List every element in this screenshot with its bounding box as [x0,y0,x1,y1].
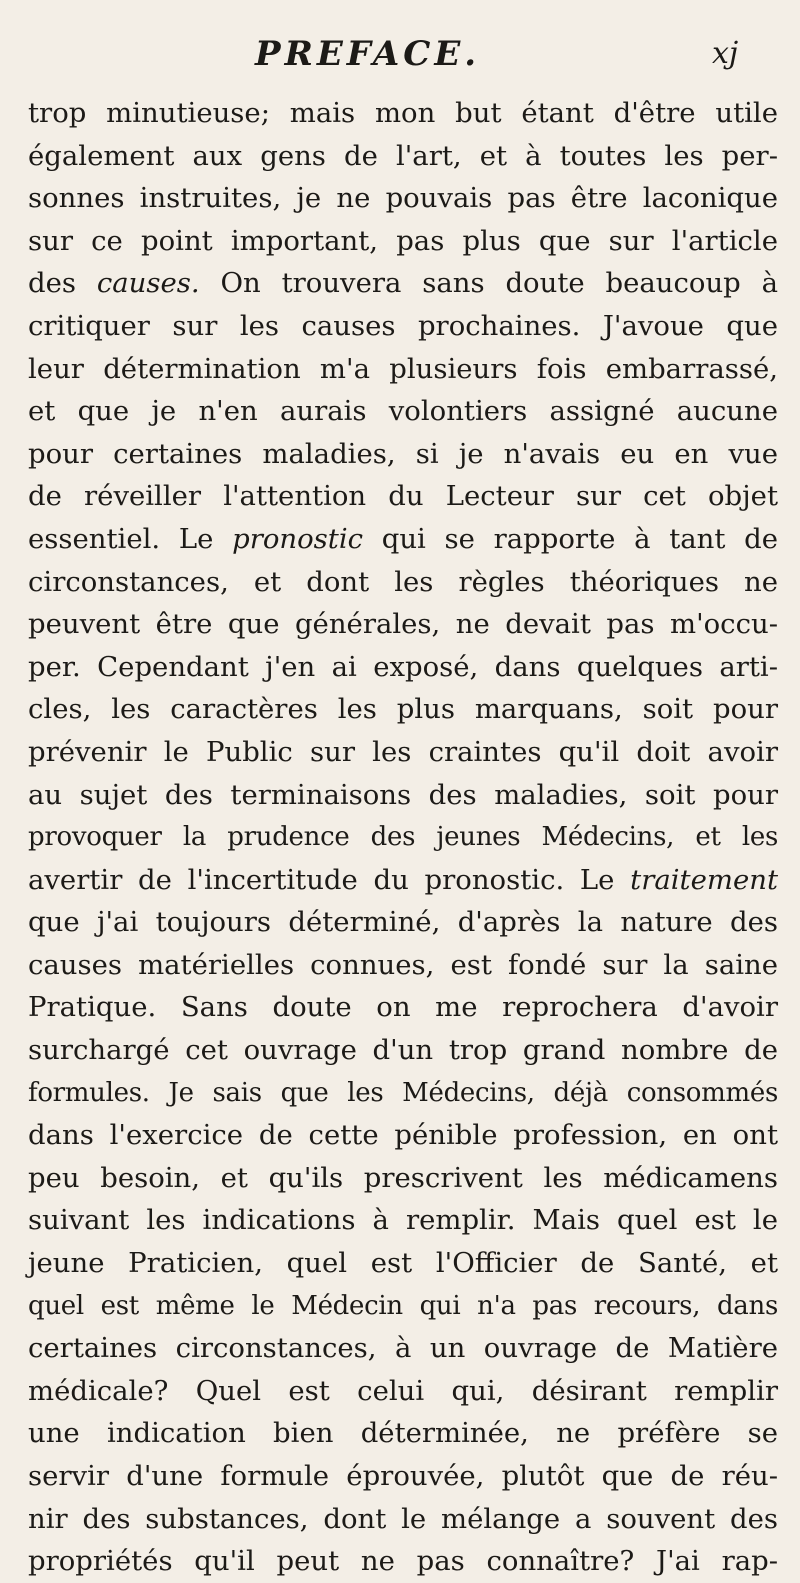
text-line: jeune Praticien, quel est l'Officier de Santé, et [28,1247,778,1280]
text-line: sur ce point important, pas plus que sur l'article [28,224,778,257]
text-line: essentiel. Le pronostic qui se rapporte à tant de [28,522,778,555]
text-line: médicale? Quel est celui qui, désirant remplir [28,1374,778,1407]
text-line: servir d'une formule éprouvée, plutôt que de réu- [28,1460,778,1492]
text-line: peu besoin, et qu'ils prescrivent les médicamens [28,1161,778,1194]
text-line: que j'ai toujours déterminé, d'après la nature des [28,906,778,939]
running-title: PREFACE. [255,34,481,74]
text-line: certaines circonstances, à un ouvrage de Matière [28,1332,778,1365]
text-line: avertir de l'incertitude du pronostic. Le traitement [28,863,778,896]
text-line: une indication bien déterminée, ne préfère se [28,1417,778,1450]
text-line: propriétés qu'il peut ne pas connaître? J'ai rap- [28,1545,778,1578]
text-line: sonnes instruites, je ne pouvais pas être laconique [28,182,778,215]
text-line: au sujet des terminaisons des maladies, soit pour [28,778,778,811]
text-line: nir des substances, dont le mélange a souvent des [28,1502,778,1535]
text-line: des causes. On trouvera sans doute beaucoup à [28,267,779,300]
running-header [0,34,800,84]
text-line: per. Cependant j'en ai exposé, dans quelques arti- [28,650,778,683]
text-line: leur détermination m'a plusieurs fois embarrassé, [28,352,778,385]
text-line: et que je n'en aurais volontiers assigné aucune [28,395,778,428]
text-line: critiquer sur les causes prochaines. J'avoue que [28,309,778,342]
text-line: formules. Je sais que les Médecins, déjà consommés [28,1077,778,1108]
body-text [28,92,778,1583]
text-line: peuvent être que générales, ne devait pas m'occu- [28,608,778,641]
text-line: quel est même le Médecin qui n'a pas recours, dans [28,1290,778,1321]
text-line: prévenir le Public sur les craintes qu'il doit avoir [28,735,778,768]
text-line: Pratique. Sans doute on me reprochera d'avoir [28,991,778,1024]
text-line: trop minutieuse; mais mon but étant d'être utile [28,97,778,129]
text-line: de réveiller l'attention du Lecteur sur cet objet [28,480,778,513]
text-line: suivant les indications à remplir. Mais quel est le [28,1204,778,1237]
text-line: provoquer la prudence des jeunes Médecins, et les [28,822,778,853]
text-line: surchargé cet ouvrage d'un trop grand nombre de [28,1034,778,1067]
page-number: xj [712,36,739,71]
text-line: également aux gens de l'art, et à toutes les per- [28,139,778,172]
text-line: causes matérielles connues, est fondé sur la saine [28,948,778,981]
text-line: circonstances, et dont les règles théoriques ne [28,565,778,598]
text-line: dans l'exercice de cette pénible profession, en ont [28,1119,778,1152]
text-line: cles, les caractères les plus marquans, soit pour [28,693,778,726]
text-line: pour certaines maladies, si je n'avais eu en vue [28,437,778,470]
